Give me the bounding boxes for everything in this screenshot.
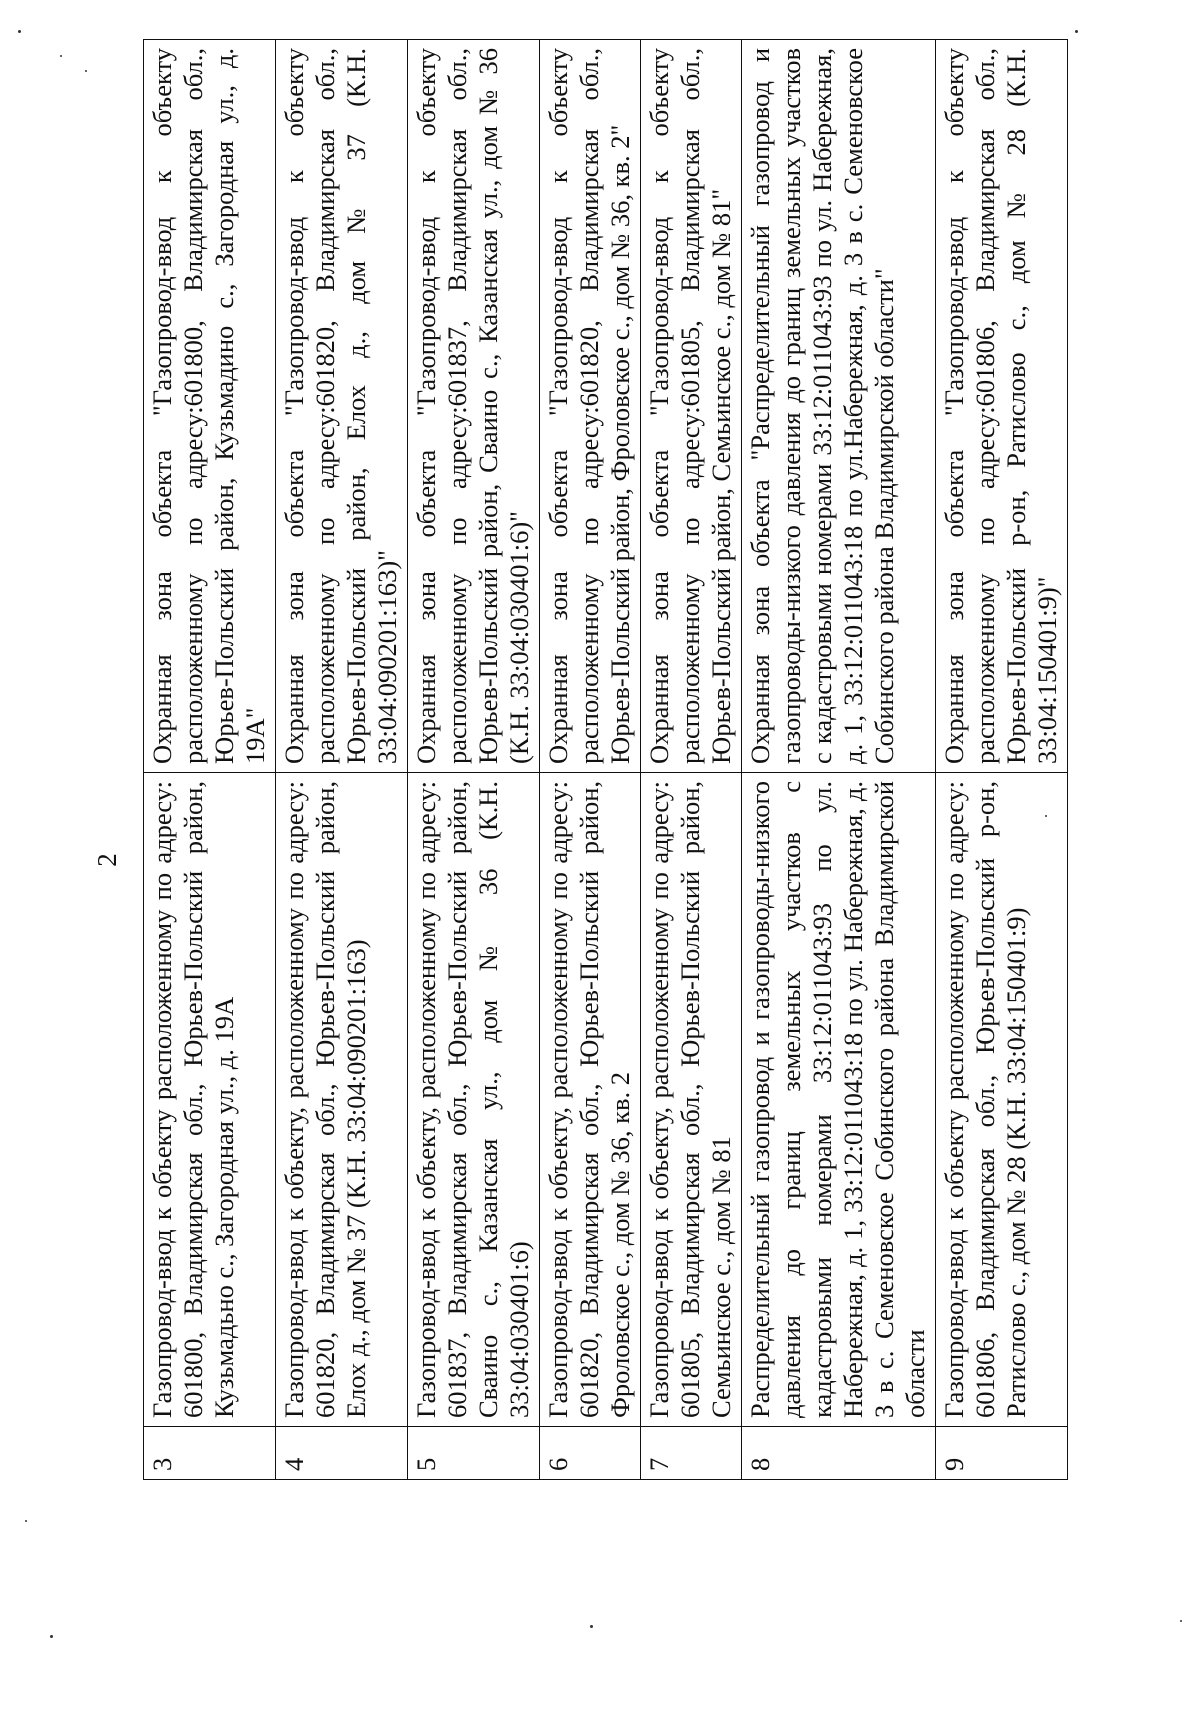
scan-speck bbox=[50, 1635, 53, 1638]
table-row bbox=[540, 40, 641, 1480]
scan-speck bbox=[1045, 815, 1047, 817]
object-description: Газопровод-ввод к объекту, расположенному по адресу: 601820, Владимирская обл., Юрьев-Польский район, Фроловское с., дом № 36, кв. 2 bbox=[540, 773, 641, 1427]
scan-speck bbox=[60, 55, 62, 57]
page-number: 2 bbox=[92, 853, 122, 867]
scan-speck bbox=[590, 1625, 593, 1628]
row-number: 3 bbox=[144, 1427, 276, 1480]
object-description: Газопровод-ввод к объекту, расположенному по адресу: 601805, Владимирская обл., Юрьев-Польский район, Семьинское с., дом № 81 bbox=[641, 773, 742, 1427]
row-number: 9 bbox=[936, 1427, 1068, 1480]
row-number: 7 bbox=[641, 1427, 742, 1480]
table-row bbox=[408, 40, 540, 1480]
table-row bbox=[144, 40, 276, 1480]
row-number: 8 bbox=[742, 1427, 936, 1480]
table-row bbox=[936, 40, 1068, 1480]
protection-zone-description: Охранная зона объекта "Газопровод-ввод к объекту расположенному по адресу:601820, Владимирская обл., Юрьев-Польский район, Фроловское с., дом № 36, кв. 2" bbox=[540, 40, 641, 773]
scan-speck bbox=[1180, 1620, 1182, 1622]
objects-table bbox=[143, 39, 1068, 1480]
protection-zone-description: Охранная зона объекта "Распределительный газопровод и газопроводы-низкого давления до границ земельных участков с кадастровыми номерами 33:12:011043:93 по ул. Набережная, д. 1, 33:12:011043:18 по ул.Набережная, д. 3 в с. Семеновское Собинского района Владимирской области" bbox=[742, 40, 936, 773]
row-number: 5 bbox=[408, 1427, 540, 1480]
table-row bbox=[641, 40, 742, 1480]
object-description: Распределительный газопровод и газопроводы-низкого давления до границ земельных участков с кадастровыми номерами 33:12:011043:93 по ул. Набережная, д. 1, 33:12:011043:18 по ул. Набережная, д. 3 в с. Семеновское Собинского района Владимирской области bbox=[742, 773, 936, 1427]
scan-speck bbox=[85, 70, 87, 72]
protection-zone-description: Охранная зона объекта "Газопровод-ввод к объекту расположенному по адресу:601806, Владимирская обл., Юрьев-Польский р-он, Ратислово с., дом № 28 (К.Н. 33:04:150401:9)" bbox=[936, 40, 1068, 773]
table-row bbox=[276, 40, 408, 1480]
protection-zone-description: Охранная зона объекта "Газопровод-ввод к объекту расположенному по адресу:601837, Владимирская обл., Юрьев-Польский район, Сваино с., Казанская ул., дом № 36 (К.Н. 33:04:030401:6)" bbox=[408, 40, 540, 773]
protection-zone-description: Охранная зона объекта "Газопровод-ввод к объекту расположенному по адресу:601805, Владимирская обл., Юрьев-Польский район, Семьинское с., дом № 81" bbox=[641, 40, 742, 773]
scan-speck bbox=[25, 1520, 27, 1522]
protection-zone-description: Охранная зона объекта "Газопровод-ввод к объекту расположенному по адресу:601820, Владимирская обл., Юрьев-Польский район, Елох д., дом № 37 (К.Н. 33:04:090201:163)" bbox=[276, 40, 408, 773]
object-description: Газопровод-ввод к объекту, расположенному по адресу: 601820, Владимирская обл., Юрьев-Польский район, Елох д., дом № 37 (К.Н. 33:04:090201:163) bbox=[276, 773, 408, 1427]
scan-speck bbox=[1075, 30, 1078, 33]
protection-zone-description: Охранная зона объекта "Газопровод-ввод к объекту расположенному по адресу:601800, Владимирская обл., Юрьев-Польский район, Кузьмадино с., Загородная ул., д. 19А" bbox=[144, 40, 276, 773]
row-number: 6 bbox=[540, 1427, 641, 1480]
row-number: 4 bbox=[276, 1427, 408, 1480]
object-description: Газопровод-ввод к объекту расположенному по адресу: 601800, Владимирская обл., Юрьев-Польский район, Кузьмадьно с., Загородная ул., д. 19А bbox=[144, 773, 276, 1427]
object-description: Газопровод-ввод к объекту расположенному по адресу: 601806, Владимирская обл., Юрьев-Польский р-он, Ратислово с., дом № 28 (К.Н. 33:04:150401:9) bbox=[936, 773, 1068, 1427]
rotated-table-wrapper bbox=[143, 40, 1063, 1480]
scan-speck bbox=[18, 30, 21, 33]
table-row bbox=[742, 40, 936, 1480]
object-description: Газопровод-ввод к объекту, расположенному по адресу: 601837, Владимирская обл., Юрьев-Польский район, Сваино с., Казанская ул., дом № 36 (К.Н. 33:04:030401:6) bbox=[408, 773, 540, 1427]
